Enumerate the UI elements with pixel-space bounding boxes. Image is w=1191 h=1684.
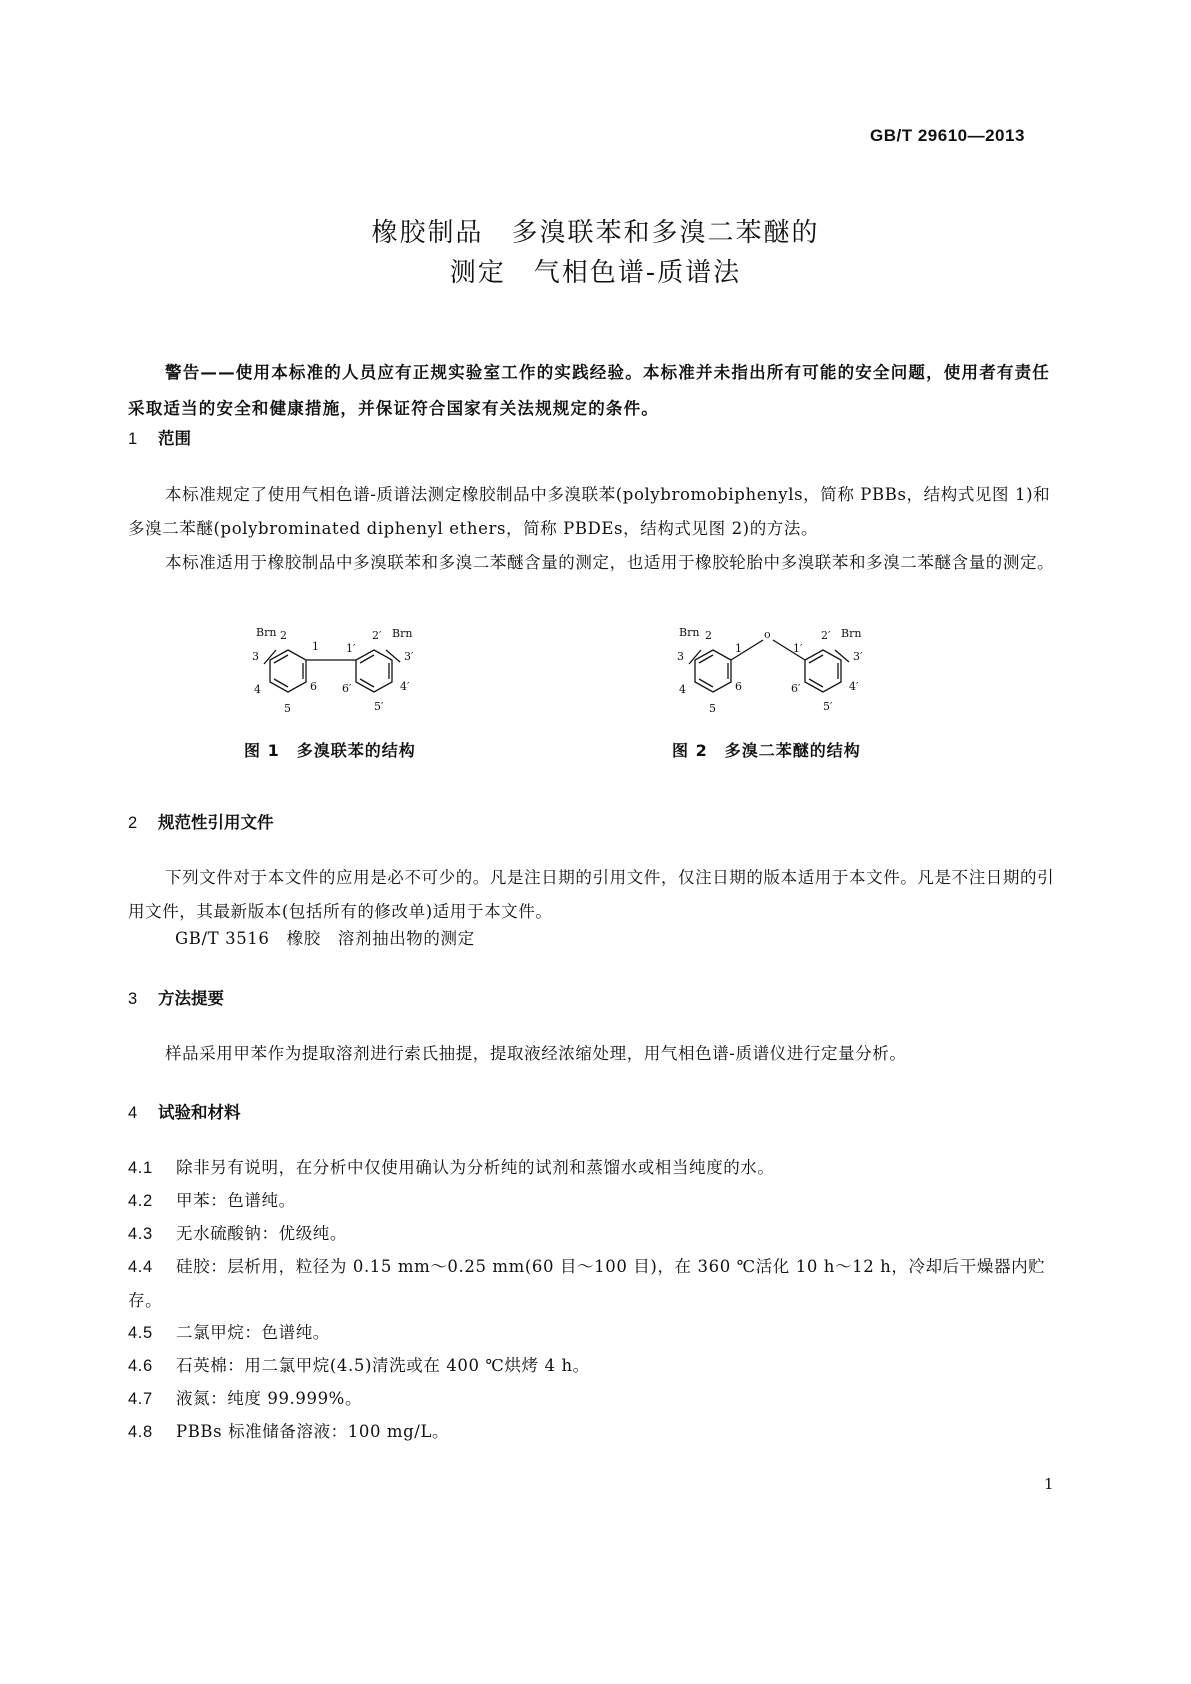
section-1-paragraph-2: 本标准适用于橡胶制品中多溴联苯和多溴二苯醚含量的测定，也适用于橡胶轮胎中多溴联苯和多溴二苯醚含量的测定。 xyxy=(165,553,1055,572)
section-2-number: 2 xyxy=(128,814,138,832)
fig2-label-3: 3 xyxy=(677,650,684,663)
fig2-label-2p: 2′ xyxy=(821,629,831,642)
fig1-br-left: Brn xyxy=(256,626,277,639)
fig1-br-right: Brn xyxy=(392,627,413,640)
warning-paragraph: 警告——使用本标准的人员应有正规实验室工作的实践经验。本标准并未指出所有可能的安全问题，使用者有责任采取适当的安全和健康措施，并保证符合国家有关法规规定的条件。 xyxy=(128,363,1050,418)
fig2-label-3p: 3′ xyxy=(853,650,863,663)
fig2-label-4: 4 xyxy=(679,683,686,696)
clause-text: 二氯甲烷：色谱纯。 xyxy=(176,1323,330,1342)
clause-4-6 xyxy=(128,1349,1063,1383)
normative-reference: GB/T 3516 橡胶 溶剂抽出物的测定 xyxy=(175,929,475,948)
fig1-label-6: 6 xyxy=(310,680,317,693)
section-4-title: 试验和材料 xyxy=(158,1103,241,1122)
fig2-br-right: Brn xyxy=(841,627,862,640)
fig2-label-6p: 6′ xyxy=(791,682,801,695)
clause-number: 4.7 xyxy=(128,1390,153,1408)
title-line-1: 橡胶制品 多溴联苯和多溴二苯醚的 xyxy=(371,218,820,248)
section-1-paragraph-1: 本标准规定了使用气相色谱-质谱法测定橡胶制品中多溴联苯(polybromobiphenyls，简称 PBBs，结构式见图 1)和多溴二苯醚(polybrominated diphenyl ethers，简称 PBDEs，结构式见图 2)的方法。 xyxy=(128,485,1051,538)
fig2-label-5p: 5′ xyxy=(823,700,833,713)
section-1-heading xyxy=(128,425,191,449)
fig2-label-4p: 4′ xyxy=(849,680,859,693)
clause-number: 4.3 xyxy=(128,1225,153,1243)
fig2-ring-right xyxy=(805,650,841,692)
clause-number: 4.2 xyxy=(128,1192,153,1210)
fig1-ring-right xyxy=(356,650,392,692)
fig2-ring-left xyxy=(695,650,731,692)
figure-1-structure xyxy=(240,620,470,725)
fig2-oxygen: o xyxy=(764,628,771,641)
clause-4-3 xyxy=(128,1217,1063,1251)
fig2-label-6: 6 xyxy=(735,680,742,693)
section-3-number: 3 xyxy=(128,990,138,1008)
section-2-paragraph: 下列文件对于本文件的应用是必不可少的。凡是注日期的引用文件，仅注日期的版本适用于本文件。凡是不注日期的引用文件，其最新版本(包括所有的修改单)适用于本文件。 xyxy=(128,868,1055,921)
section-1-number: 1 xyxy=(128,430,138,448)
clause-text: 石英棉：用二氯甲烷(4.5)清洗或在 400 ℃烘烤 4 h。 xyxy=(176,1356,590,1375)
fig2-br-left: Brn xyxy=(679,626,700,639)
clause-text: 无水硫酸钠：优级纯。 xyxy=(176,1224,347,1243)
page-number: 1 xyxy=(1044,1475,1054,1493)
fig2-br-bond-right xyxy=(835,650,849,662)
clause-4-5 xyxy=(128,1316,1063,1350)
fig1-label-3: 3 xyxy=(252,650,259,663)
standard-number: GB/T 29610—2013 xyxy=(870,126,1025,145)
clause-number: 4.1 xyxy=(128,1159,153,1177)
clause-4-1 xyxy=(128,1151,1063,1185)
fig1-label-3p: 3′ xyxy=(404,650,414,663)
clause-number: 4.6 xyxy=(128,1357,153,1375)
clause-number: 4.4 xyxy=(128,1258,153,1276)
fig2-label-1p: 1′ xyxy=(793,642,803,655)
clause-text: 硅胶：层析用，粒径为 0.15 mm～0.25 mm(60 目～100 目)，在 360 ℃活化 10 h～12 h，冷却后干燥器内贮存。 xyxy=(128,1257,1046,1310)
clause-4-2 xyxy=(128,1184,1063,1218)
section-2-title: 规范性引用文件 xyxy=(158,813,274,832)
clause-4-8 xyxy=(128,1415,1063,1449)
fig1-label-5: 5 xyxy=(284,702,291,715)
fig2-label-1: 1 xyxy=(735,642,742,655)
title-line-2: 测定 气相色谱-质谱法 xyxy=(449,258,742,288)
clause-4-7 xyxy=(128,1382,1063,1416)
section-3-heading xyxy=(128,985,224,1009)
fig2-label-2: 2 xyxy=(705,629,712,642)
fig1-label-1: 1 xyxy=(312,640,319,653)
fig1-label-1p: 1′ xyxy=(346,642,356,655)
figure-1-caption: 图 1 多溴联苯的结构 xyxy=(244,741,416,760)
figure-2-structure xyxy=(665,620,905,725)
section-4-heading xyxy=(128,1099,241,1123)
fig1-label-4: 4 xyxy=(254,683,261,696)
clause-4-4 xyxy=(128,1250,1063,1317)
fig1-label-4p: 4′ xyxy=(400,680,410,693)
figure-2-caption: 图 2 多溴二苯醚的结构 xyxy=(672,741,861,760)
section-2-heading xyxy=(128,809,274,833)
clause-number: 4.5 xyxy=(128,1324,153,1342)
section-4-number: 4 xyxy=(128,1104,138,1122)
clause-text: 甲苯：色谱纯。 xyxy=(176,1191,296,1210)
fig2-label-5: 5 xyxy=(709,702,716,715)
clause-number: 4.8 xyxy=(128,1423,153,1441)
clause-text: 除非另有说明，在分析中仅使用确认为分析纯的试剂和蒸馏水或相当纯度的水。 xyxy=(176,1158,775,1177)
fig1-label-2: 2 xyxy=(280,629,287,642)
fig1-label-6p: 6′ xyxy=(342,682,352,695)
section-3-paragraph: 样品采用甲苯作为提取溶剂进行索氏抽提，提取液经浓缩处理，用气相色谱-质谱仪进行定量分析。 xyxy=(165,1044,907,1063)
fig1-label-2p: 2′ xyxy=(372,629,382,642)
fig1-ring-left xyxy=(270,650,306,692)
fig1-label-5p: 5′ xyxy=(374,700,384,713)
fig1-br-bond-right xyxy=(386,650,400,662)
section-3-title: 方法提要 xyxy=(158,989,224,1008)
section-1-title: 范围 xyxy=(158,429,191,448)
clause-text: 液氮：纯度 99.999%。 xyxy=(176,1389,363,1408)
clause-text: PBBs 标准储备溶液：100 mg/L。 xyxy=(176,1422,450,1441)
